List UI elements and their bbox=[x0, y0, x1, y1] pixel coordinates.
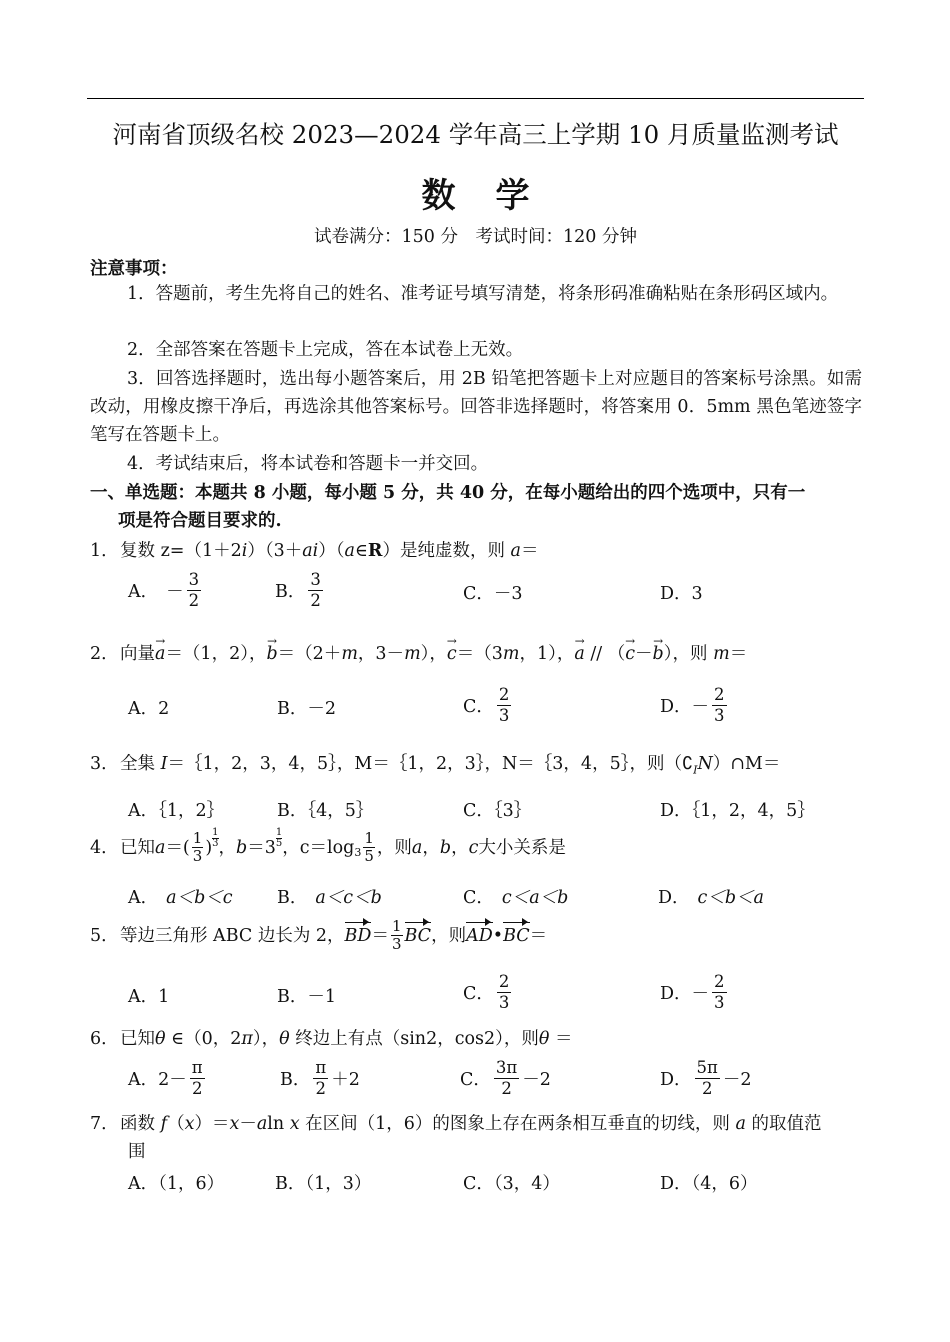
q3-option-a: A．｛1，2｝ bbox=[128, 801, 225, 821]
q6-option-a: A．2－ $\frac{\pi}{2}$ bbox=[128, 1058, 203, 1098]
q3-option-c: C．｛3｝ bbox=[463, 801, 532, 821]
q1-option-b: B． $\frac{3}{2}$ bbox=[275, 570, 321, 610]
question-7-wrap: 围 bbox=[128, 1142, 146, 1162]
question-4: 4． 已知 a ＝( 1 3 ) 1 3 ， b ＝3 1 5 ，c＝log $_3$ 1 5 ，则 a ， b ， c 大小关系是 bbox=[90, 827, 566, 865]
q3-option-b: B．｛4，5｝ bbox=[277, 801, 374, 821]
section-heading: 一、单选题：本题共 8 小题，每小题 5 分，共 40 分，在每小题给出的四个选项中，只有一 项是符合题目要求的. bbox=[90, 483, 806, 531]
subject-title: 数学 bbox=[421, 176, 570, 216]
notice-item-2: 2．全部答案在答题卡上完成，答在本试卷上无效。 bbox=[127, 340, 524, 360]
q2-option-a: A．2 bbox=[128, 699, 170, 719]
q2-option-d: D． － $\frac{2}{3}$ bbox=[660, 685, 725, 725]
exam-title: 河南省顶级名校 2023—2024 学年高三上学期 10 月质量监测考试 bbox=[112, 120, 839, 149]
notice-title: 注意事项： bbox=[90, 259, 178, 279]
q7-option-d: D．（4，6） bbox=[660, 1174, 758, 1194]
notice-item-1: 1．答题前，考生先将自己的姓名、准考证号填写清楚，将条形码准确粘贴在条形码区域内。 bbox=[127, 284, 839, 304]
question-1: 1．复数 z=（1＋2i）（3＋ai）（a∈R）是纯虚数，则 a＝ bbox=[90, 541, 539, 561]
question-7: 7．函数 f（x）＝x－aln x 在区间（1，6）的图象上存在两条相互垂直的切线，则 a 的取值范 bbox=[90, 1114, 822, 1134]
q5-option-c: C． $\frac{2}{3}$ bbox=[463, 972, 510, 1012]
q6-option-c: C． $\frac{3\pi}{2}$ －2 bbox=[460, 1058, 551, 1098]
notice-item-4: 4．考试结束后，将本试卷和答题卡一并交回。 bbox=[127, 454, 489, 474]
q5-option-b: B．－1 bbox=[277, 987, 336, 1007]
q2-option-b: B．－2 bbox=[277, 699, 336, 719]
question-2: 2．向量→ a＝（1，2），→ b＝（2＋m，3－m），→ c＝（3m，1），→ a // （→ c－→ b），则 m＝ bbox=[90, 642, 865, 666]
q7-option-c: C．（3，4） bbox=[463, 1174, 560, 1194]
q4-option-a: A． a＜b＜c bbox=[128, 888, 233, 908]
q3-option-d: D．｛1，2，4，5｝ bbox=[660, 801, 815, 821]
q7-option-b: B．（1，3） bbox=[275, 1174, 372, 1194]
notice-item-3: 3．回答选择题时，选出每小题答案后，用 2B 铅笔把答题卡上对应题目的答案标号涂黑。如需改动，用橡皮擦干净后，再选涂其他答案标号。回答非选择题时，将答案用 0．5mm 黑色笔迹签字笔写在答题卡上。 bbox=[90, 369, 862, 445]
q5-option-a: A．1 bbox=[128, 987, 170, 1007]
exam-info: 试卷满分：150 分 考试时间：120 分钟 bbox=[314, 227, 637, 247]
q2-option-c: C． $\frac{2}{3}$ bbox=[463, 685, 510, 725]
q4-option-d: D． c＜b＜a bbox=[658, 888, 764, 908]
q1-option-d: D．3 bbox=[660, 584, 703, 604]
q7-option-a: A．（1，6） bbox=[128, 1174, 225, 1194]
q5-option-d: D． － $\frac{2}{3}$ bbox=[660, 972, 725, 1012]
q1-option-a: A． － $\frac{3}{2}$ bbox=[128, 570, 200, 610]
q1-option-c: C．－3 bbox=[463, 584, 523, 604]
q6-option-d: D． $\frac{5\pi}{2}$ －2 bbox=[660, 1058, 752, 1098]
question-6: 6．已知θ ∈（0，2π），θ 终边上有点（sin2，cos2），则θ ＝ bbox=[90, 1029, 573, 1049]
q4-option-c: C． c＜a＜b bbox=[463, 888, 569, 908]
q6-option-b: B． $\frac{\pi}{2}$ ＋2 bbox=[280, 1058, 360, 1098]
question-5: 5． 等边三角形 ABC 边长为 2， BD ＝ 1 3 BC ，则 AD • BC ＝ bbox=[90, 917, 548, 953]
header-rule bbox=[87, 98, 864, 99]
q4-option-b: B． a＜c＜b bbox=[277, 888, 382, 908]
question-3: 3．全集 I＝｛1，2，3，4，5｝，M＝｛1，2，3｝，N＝｛3，4，5｝，则$(∁_IN)\cap M=$ bbox=[90, 754, 781, 777]
